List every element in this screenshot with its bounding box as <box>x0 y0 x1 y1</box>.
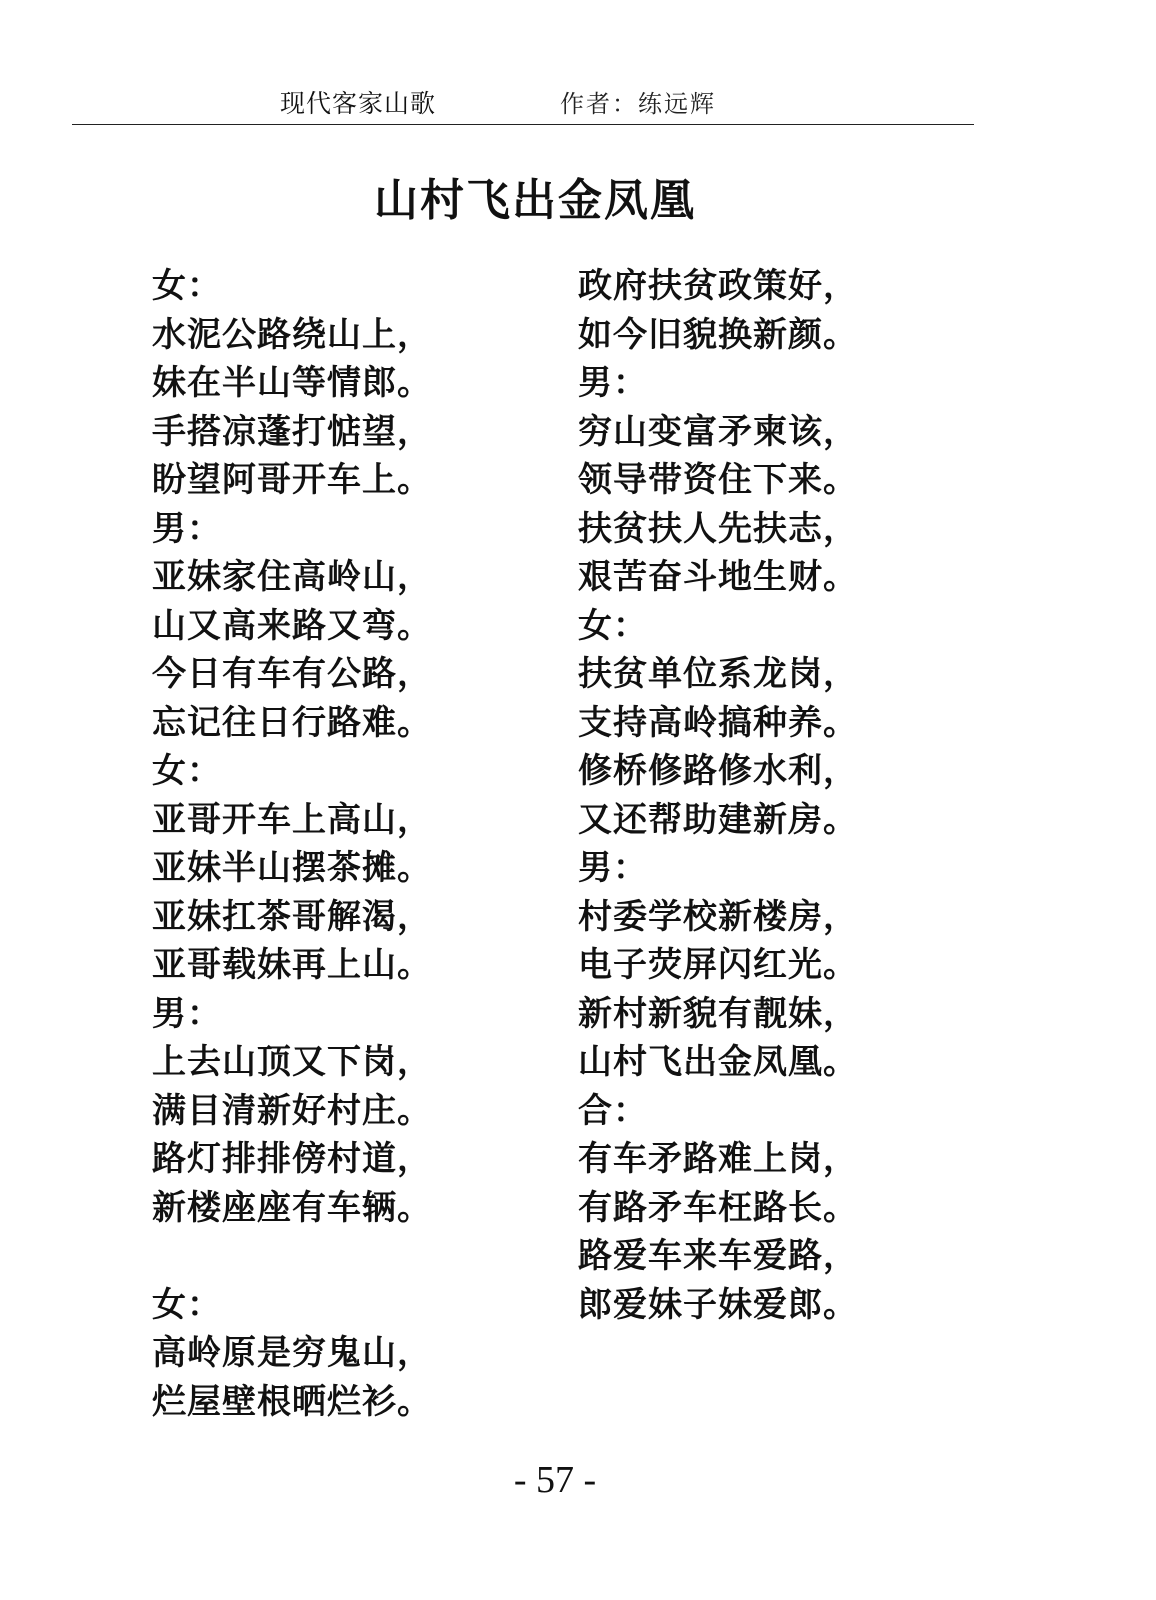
poem-line: 合： <box>578 1090 648 1131</box>
page-number <box>0 1455 1156 1505</box>
poem-line: 如今旧貌换新颜。 <box>578 314 858 355</box>
poem-line: 女： <box>578 605 648 646</box>
poem-line: 妹在半山等情郎。 <box>152 363 432 403</box>
poem-line: 政府扶贫政策好， <box>578 266 858 306</box>
poem-line: 新村新貌有靓妹， <box>578 993 858 1034</box>
poem-line: 领导带资住下来。 <box>578 460 858 500</box>
poem-line: 上去山顶又下岗， <box>152 1042 432 1082</box>
poem-line: 扶贫单位系龙岗， <box>578 654 858 694</box>
poem-line: 女： <box>152 751 222 791</box>
poem-line: 有车矛路难上岗， <box>578 1139 858 1179</box>
header-rule <box>72 124 974 125</box>
poem-line: 女： <box>152 1284 222 1325</box>
poem-line: 男： <box>152 508 222 549</box>
author-credit: 作者：练远辉 <box>560 90 716 118</box>
poem-line: 盼望阿哥开车上。 <box>152 460 432 500</box>
poem-line: 亚哥开车上高山， <box>152 799 432 840</box>
book-title: 现代客家山歌 <box>280 89 437 118</box>
poem-line: 今日有车有公路， <box>152 654 432 694</box>
poem-line: 艰苦奋斗地生财。 <box>578 557 858 597</box>
poem-line: 支持高岭搞种养。 <box>578 702 858 743</box>
poem-line: 山又高来路又弯。 <box>152 605 432 646</box>
poem-line: 郎爱妹子妹爱郎。 <box>578 1284 858 1325</box>
poem-line: 新楼座座有车辆。 <box>152 1187 432 1228</box>
poem-line: 路灯排排傍村道， <box>152 1139 432 1179</box>
poem-line: 村委学校新楼房， <box>578 896 858 937</box>
poem-line: 扶贫扶人先扶志， <box>578 508 858 549</box>
poem-line: 满目清新好村庄。 <box>152 1090 432 1131</box>
poem-line: 水泥公路绕山上， <box>152 314 432 355</box>
poem-line: 烂屋壁根晒烂衫。 <box>152 1381 432 1422</box>
poem-line: 忘记往日行路难。 <box>152 702 432 743</box>
poem-title-text: 山村飞出金凤凰 <box>374 175 696 227</box>
poem-line: 男： <box>578 363 648 403</box>
poem-line: 高岭原是穷鬼山， <box>152 1333 432 1373</box>
poem-line: 山村飞出金凤凰。 <box>578 1042 858 1082</box>
poem-line: 电子荧屏闪红光。 <box>578 945 858 985</box>
poem-line: 男： <box>578 848 648 888</box>
poem-line: 男： <box>152 993 222 1034</box>
poem-line: 修桥修路修水利， <box>578 751 858 791</box>
poem-line: 路爱车来车爱路， <box>578 1236 858 1276</box>
poem-line: 穷山变富矛柬该， <box>578 411 858 452</box>
poem-title <box>0 169 1156 233</box>
poem-line: 有路矛车枉路长。 <box>578 1187 858 1228</box>
left-column <box>152 262 432 1426</box>
poem-line: 亚妹半山摆茶摊。 <box>152 848 432 888</box>
right-column <box>578 262 858 1329</box>
poem-line: 亚妹家住高岭山， <box>152 557 432 597</box>
poem-line: 又还帮助建新房。 <box>578 799 858 840</box>
poem-line: 女： <box>152 266 222 306</box>
running-header <box>72 86 972 122</box>
page-number-text: - 57 - <box>513 1459 597 1501</box>
poem-line: 手搭凉蓬打惦望， <box>152 411 432 452</box>
poem-line: 亚哥载妹再上山。 <box>152 945 432 985</box>
poem-line: 亚妹扛茶哥解渴， <box>152 896 432 937</box>
stanza-gap <box>152 1232 432 1281</box>
